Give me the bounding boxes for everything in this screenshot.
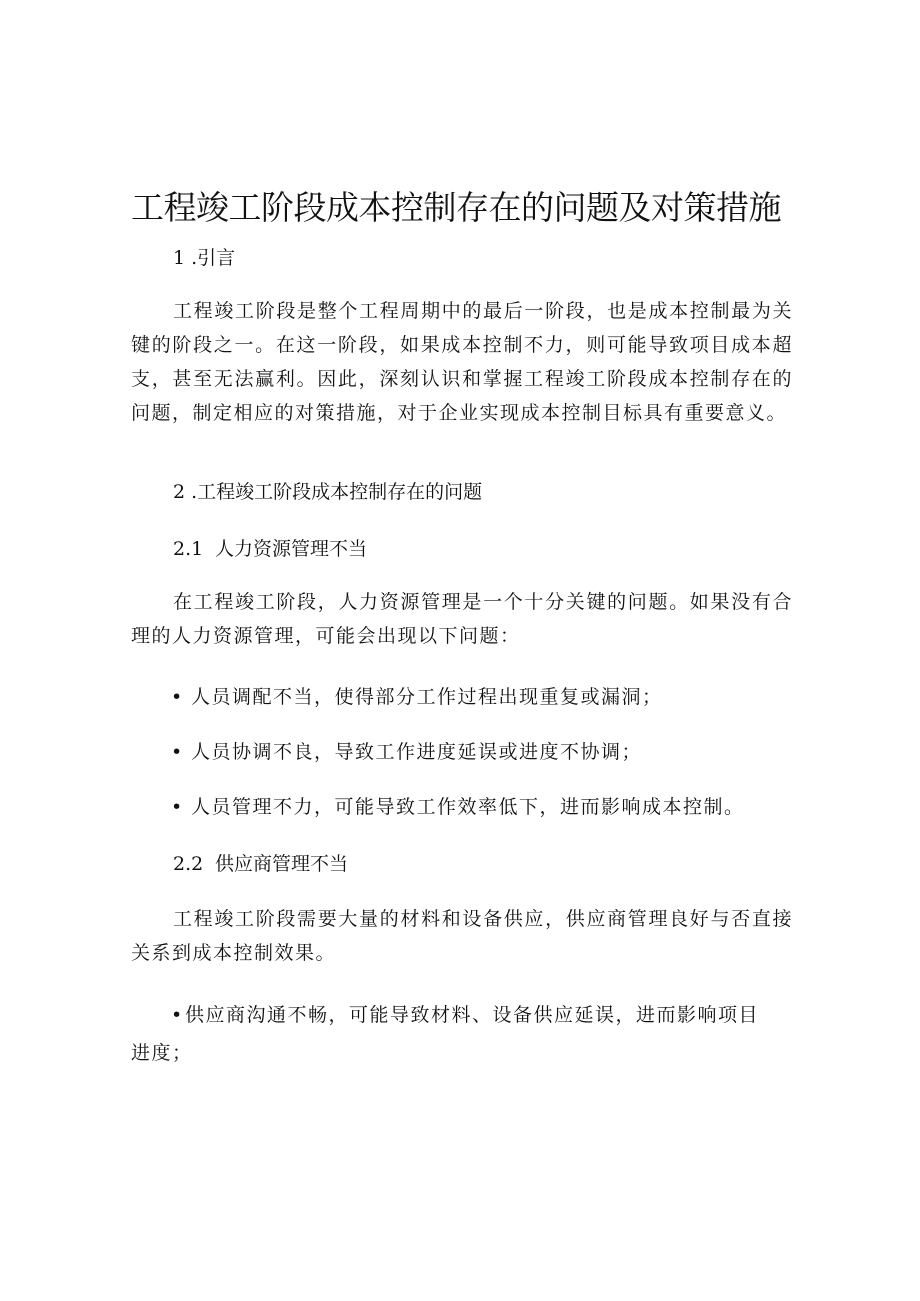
intro-paragraph: 工程竣工阶段是整个工程周期中的最后一阶段，也是成本控制最为关键的阶段之一。在这一阶段，如果成本控制不力，则可能导致项目成本超支，甚至无法赢利。因此，深刻认识和掌握工程竣工阶段成本控制存在的问题，制定相应的对策措施，对于企业实现成本控制目标具有重要意义。 bbox=[131, 300, 793, 424]
subsection-title: 人力资源管理不当 bbox=[215, 538, 368, 560]
bullet-icon: • bbox=[171, 686, 184, 708]
bullet-icon: • bbox=[171, 1004, 184, 1026]
subsection-number: 2.2 bbox=[173, 853, 204, 875]
supplier-paragraph: 工程竣工阶段需要大量的材料和设备供应，供应商管理良好与否直接关系到成本控制效果。 bbox=[131, 908, 793, 964]
section-heading-intro: 1 .引言 bbox=[173, 247, 236, 269]
list-item: • 人员协调不良，导致工作进度延误或进度不协调； bbox=[171, 737, 642, 767]
bullet-icon: • bbox=[171, 741, 184, 763]
document-title: 工程竣工阶段成本控制存在的问题及对策措施 bbox=[131, 188, 781, 227]
bullet-icon: • bbox=[171, 796, 184, 818]
subsection-heading-supplier bbox=[173, 850, 348, 878]
section-heading-problems: 2 .工程竣工阶段成本控制存在的问题 bbox=[173, 481, 483, 503]
subsection-heading-hr bbox=[173, 535, 367, 563]
subsection-title: 供应商管理不当 bbox=[215, 853, 349, 875]
list-item: • 人员调配不当，使得部分工作过程出现重复或漏洞； bbox=[171, 682, 663, 712]
list-item: • 人员管理不力，可能导致工作效率低下，进而影响成本控制。 bbox=[171, 792, 745, 822]
list-item: •供应商沟通不畅，可能导致材料、设备供应延误，进而影响项目进度； bbox=[131, 996, 776, 1072]
hr-paragraph: 在工程竣工阶段，人力资源管理是一个十分关键的问题。如果没有合理的人力资源管理，可能会出现以下问题： bbox=[131, 591, 793, 647]
subsection-number: 2.1 bbox=[173, 538, 204, 560]
